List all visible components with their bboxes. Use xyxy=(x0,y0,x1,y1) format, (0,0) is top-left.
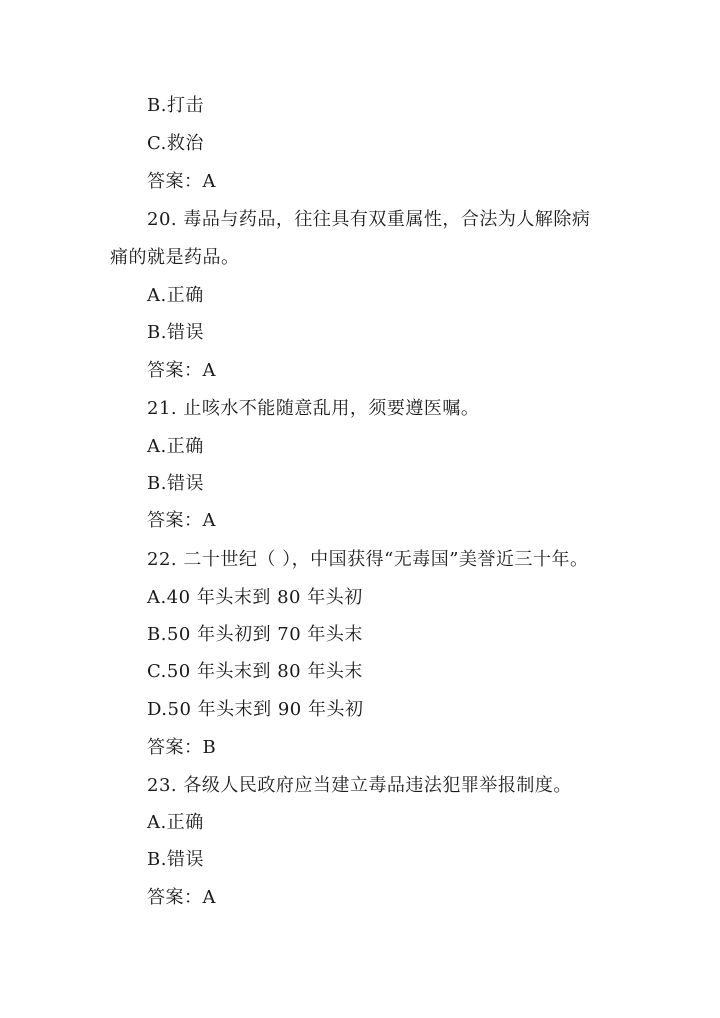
option-c-prev: C.救治 xyxy=(147,133,204,154)
question-20: 20. 毒品与药品，往往具有双重属性，合法为人解除病 xyxy=(147,209,591,230)
q23-answer: 答案：A xyxy=(147,887,216,908)
q21-option-b: B.错误 xyxy=(147,473,204,494)
question-21: 21. 止咳水不能随意乱用，须要遵医嘱。 xyxy=(147,398,480,419)
q22-option-b: B.50 年头初到 70 年头末 xyxy=(147,624,363,645)
q20-answer: 答案：A xyxy=(147,360,216,381)
q20-option-a: A.正确 xyxy=(147,285,204,306)
option-b-prev: B.打击 xyxy=(147,95,204,116)
q21-answer: 答案：A xyxy=(147,510,216,531)
q20-option-b: B.错误 xyxy=(147,322,204,343)
q21-option-a: A.正确 xyxy=(147,436,204,457)
question-22: 22. 二十世纪（ ），中国获得“无毒国”美誉近三十年。 xyxy=(147,549,589,570)
q23-option-b: B.错误 xyxy=(147,849,204,870)
answer-prev: 答案：A xyxy=(147,171,216,192)
question-23: 23. 各级人民政府应当建立毒品违法犯罪举报制度。 xyxy=(147,775,572,796)
q22-option-c: C.50 年头末到 80 年头末 xyxy=(147,661,363,682)
question-20-cont: 痛的就是药品。 xyxy=(110,247,240,268)
q22-answer: 答案：B xyxy=(147,737,217,758)
q22-option-a: A.40 年头末到 80 年头初 xyxy=(147,587,363,608)
q22-option-d: D.50 年头末到 90 年头初 xyxy=(147,699,364,720)
q23-option-a: A.正确 xyxy=(147,812,204,833)
